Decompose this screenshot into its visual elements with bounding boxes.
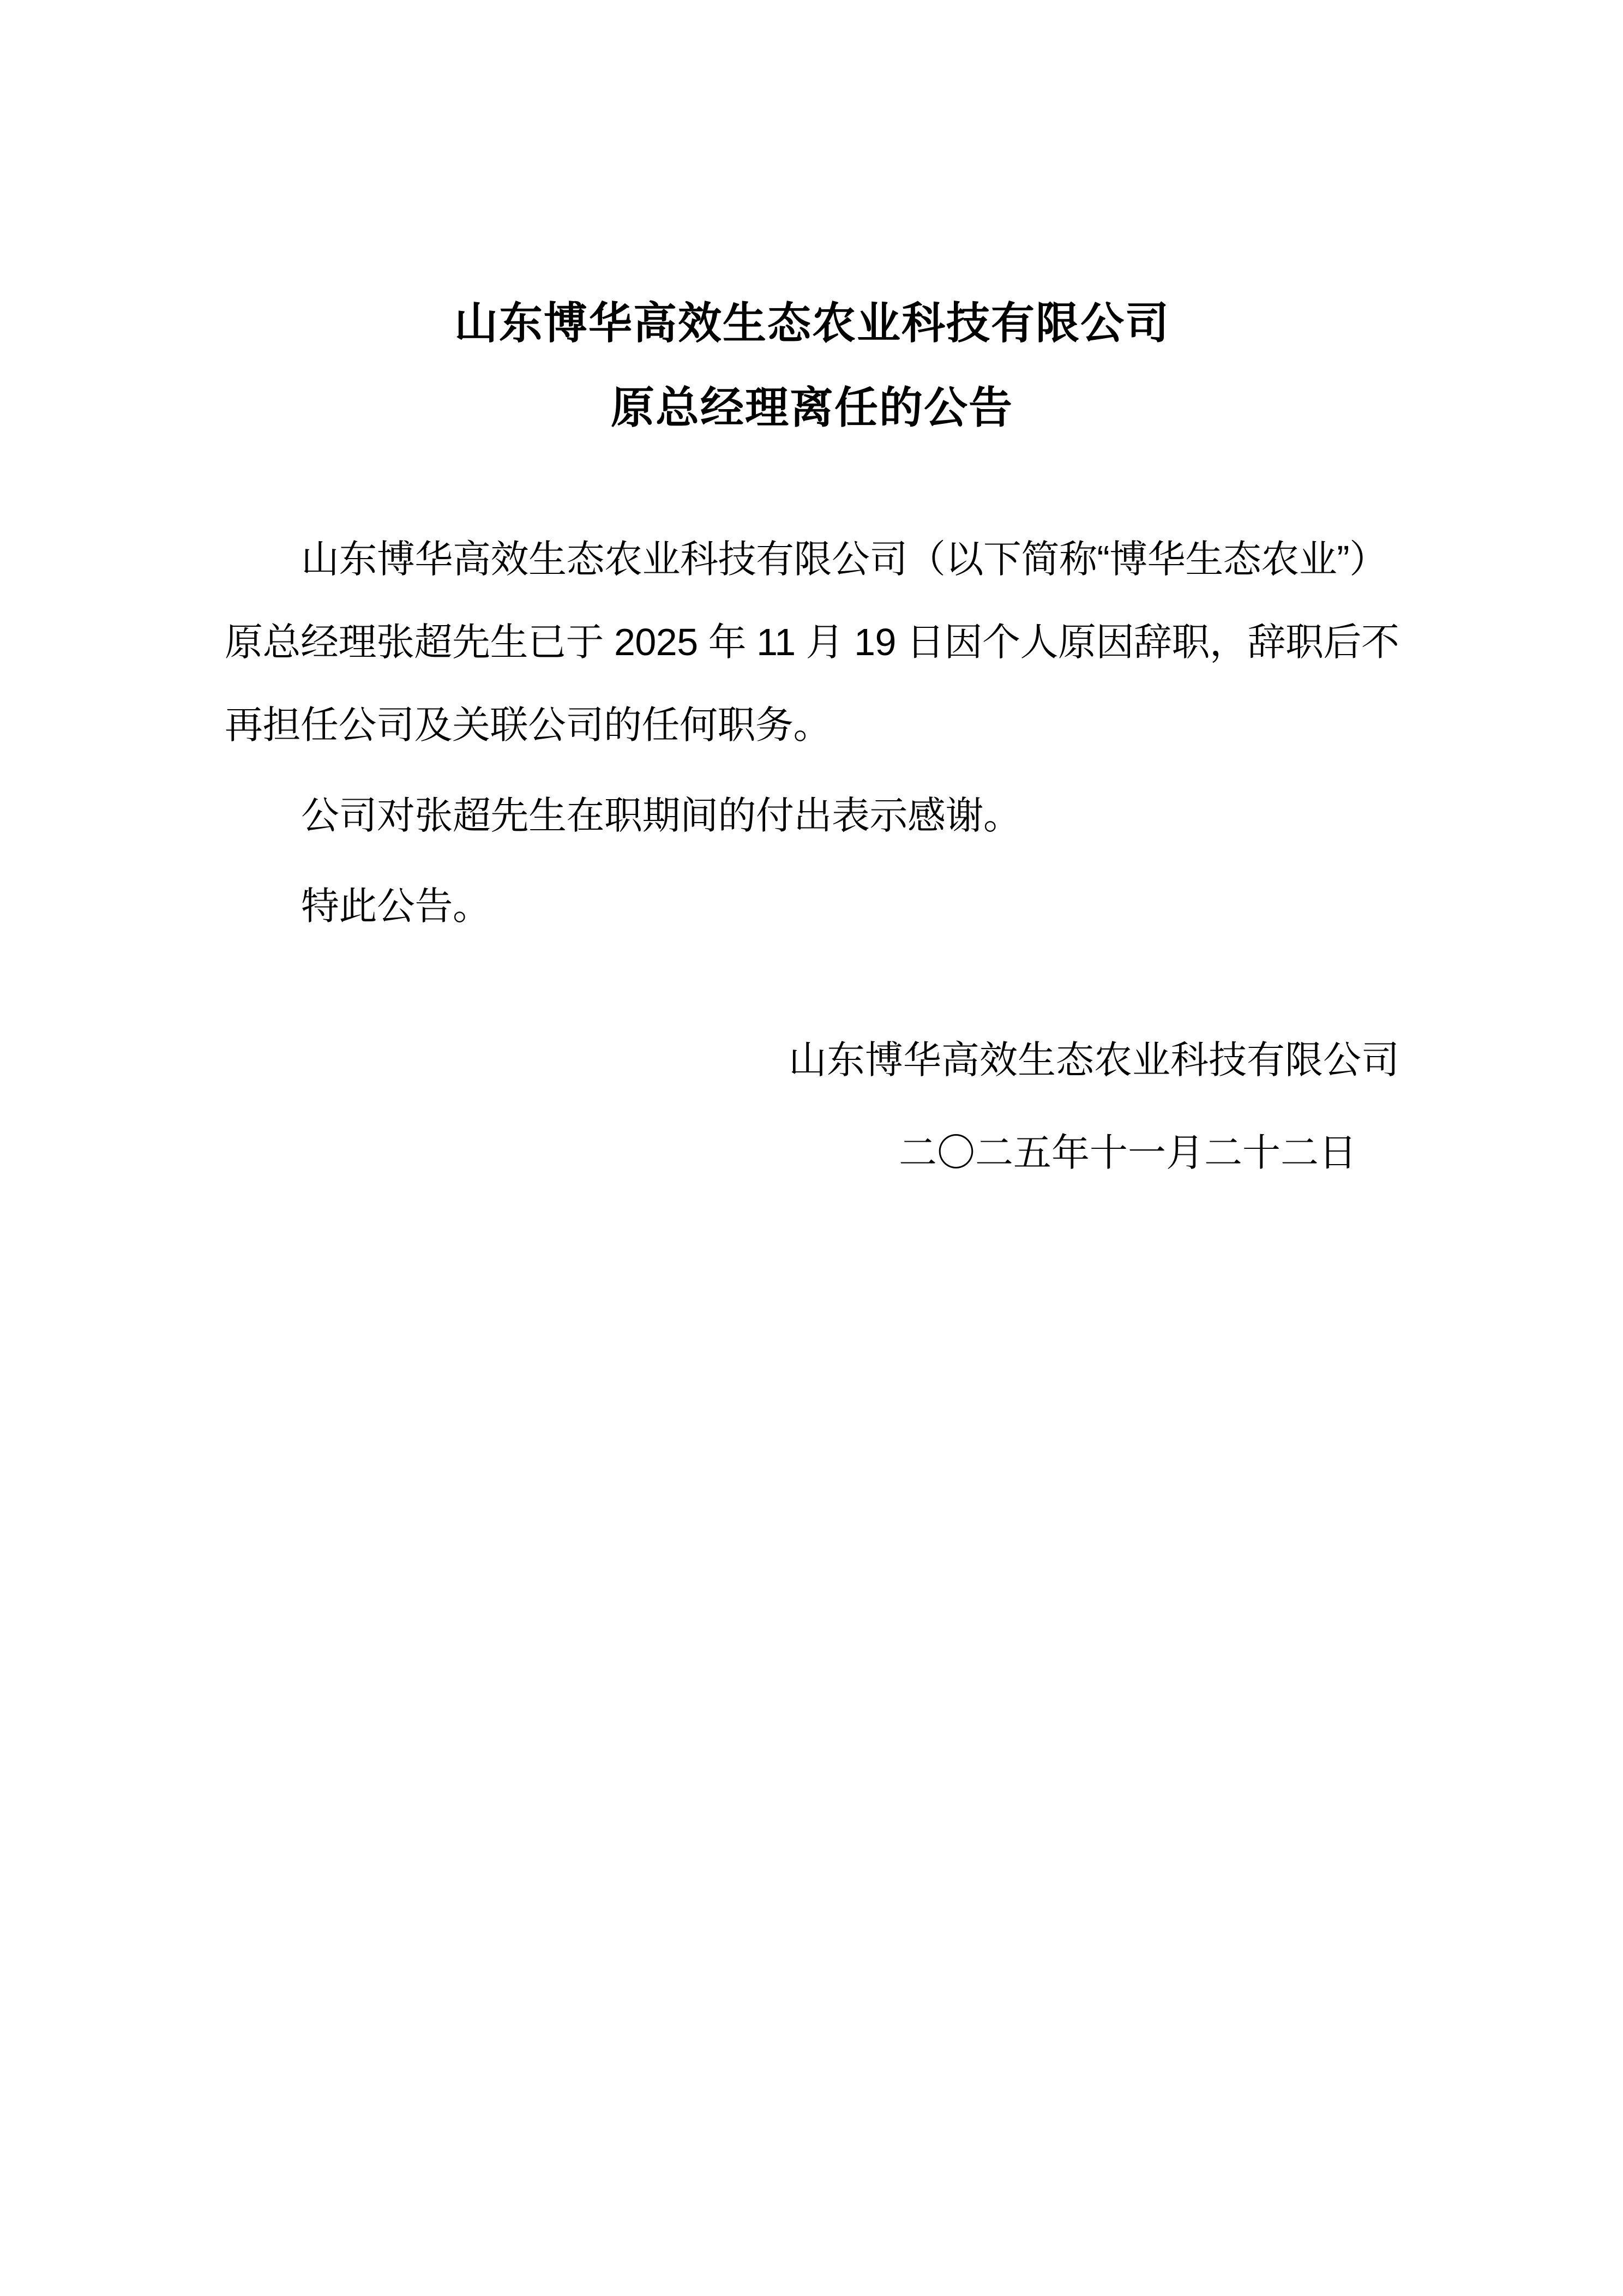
- paragraph-gratitude: [225, 774, 1399, 857]
- paragraph3-line1: 特此公告。: [301, 885, 491, 927]
- signature-block: [225, 1014, 1399, 1199]
- signature-date: 二〇二五年十一月二十二日: [899, 1131, 1357, 1174]
- paragraph-resignation-notice: [225, 518, 1399, 766]
- paragraph1-line1: 山东博华高效生态农业科技有限公司（以下简称“博华生态农业”）: [301, 538, 1387, 580]
- document-body: [225, 518, 1399, 948]
- paragraph1-line3: 再担任公司及关联公司的任何职务。: [225, 704, 831, 746]
- paragraph-closing: [225, 865, 1399, 948]
- document-title: [225, 281, 1399, 450]
- paragraph2-line1: 公司对张超先生在职期间的付出表示感谢。: [301, 794, 1021, 837]
- paragraph1-line2: 原总经理张超先生已于 2025 年 11 月 19 日因个人原因辞职，辞职后不: [225, 621, 1399, 663]
- title-company-name: 山东博华高效生态农业科技有限公司: [454, 299, 1170, 347]
- title-announcement-subject: 原总经理离任的公告: [611, 383, 1013, 432]
- signature-company-name: 山东博华高效生态农业科技有限公司: [789, 1039, 1399, 1081]
